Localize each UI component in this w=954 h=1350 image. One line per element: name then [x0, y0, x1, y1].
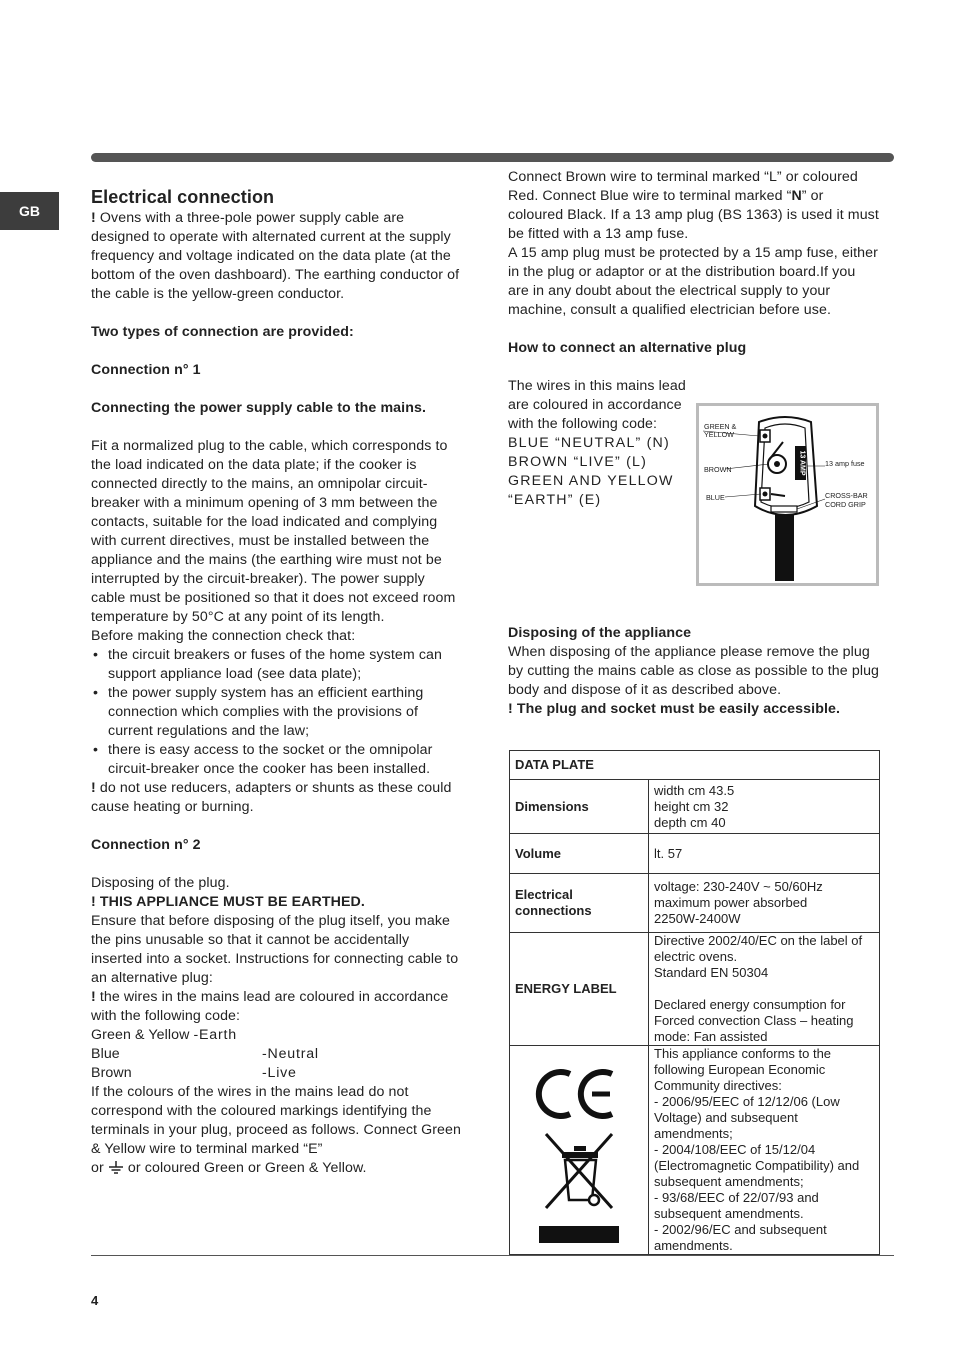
weee-bin-icon [539, 1134, 619, 1243]
energy-value: Directive 2002/40/EC on the label of electric ovens. Standard EN 50304 Declared energy consumption for Forced convection Class – heating mode: Fan assisted [649, 933, 880, 1046]
wire-code-brown: BROWN “LIVE” (L) [508, 454, 648, 470]
brown-label: BROWN [704, 465, 732, 474]
connection-1-body: Fit a normalized plug to the cable, which corresponds to the load indicated on the data plate; if the cooker is connected directly to the mains, an omnipolar circuit-breaker with a minimum opening of 3 mm between the contacts, suitable for the load indicated and complying with current directives, must be installed between the appliance and the mains (the earthing wire must not be interrupted by the circuit-breaker). The power supply cable must be positioned so that it does not exceed room temperature by 50°C at any point of its length. [91, 438, 456, 625]
disposal-heading: Disposing of the appliance [508, 625, 692, 641]
table-row [510, 1046, 880, 1255]
fuse-label: 13 amp fuse [825, 459, 865, 468]
check-list [91, 646, 463, 779]
connection-2-heading: Connection n° 2 [91, 837, 201, 853]
check-intro: Before making the connection check that: [91, 628, 356, 644]
code-row-live: Brown -Live [91, 1065, 297, 1081]
green-yellow-label-2: YELLOW [704, 430, 734, 439]
plug-accessible-note: ! The plug and socket must be easily accessible. [508, 701, 841, 717]
ce-weee-icon [534, 1048, 624, 1248]
disposing-plug-heading: Disposing of the plug. [91, 875, 230, 891]
wires-paragraph: ! the wires in the mains lead are coloured in accordance with the following code: [91, 989, 449, 1024]
fuse-text: 13 AMP [798, 450, 806, 476]
list-item: • the power supply system has an efficient earthing connection which complies with the provisions of current regulations and the law; [91, 684, 463, 741]
table-row [510, 834, 880, 874]
data-plate-header: DATA PLATE [510, 751, 880, 780]
electrical-label: Electrical connections [510, 874, 649, 933]
alternative-plug-text [508, 377, 688, 510]
compliance-text: This appliance conforms to the following European Economic Community directives: - 2006/95/EEC of 12/12/06 (Low Voltage) and subsequent amendments; - 2004/108/EEC of 15/12/04 (Electromagnetic Compatibility) and subsequent amendments; - 93/68/EEC of 22/07/93 and subsequent amendments. - 2002/96/EC and subsequent amendments. [649, 1046, 880, 1255]
page-number: 4 [91, 1293, 99, 1308]
list-item: • there is easy access to the socket or the omnipolar circuit-breaker once the cooker has been installed. [91, 741, 463, 779]
blue-label: BLUE [706, 493, 725, 502]
data-plate-table [509, 750, 880, 1255]
table-row [510, 933, 880, 1046]
code-row-neutral: Blue -Neutral [91, 1046, 319, 1062]
warning-paragraph: ! do not use reducers, adapters or shunts as these could cause heating or burning. [91, 780, 452, 815]
volume-value: lt. 57 [649, 834, 880, 874]
dimensions-value: width cm 43.5 height cm 32 depth cm 40 [649, 780, 880, 834]
colours-paragraph: If the colours of the wires in the mains lead do not correspond with the coloured markings identifying the terminals in your plug, proceed as follows. Connect Green & Yellow wire to terminal marked “E” [91, 1084, 462, 1157]
earth-symbol-icon [108, 1161, 124, 1180]
code-row-earth: Green & Yellow -Earth [91, 1027, 237, 1043]
two-types-heading: Two types of connection are provided: [91, 324, 354, 340]
compliance-marks [510, 1046, 649, 1255]
fuse-paragraph: A 15 amp plug must be protected by a 15 amp fuse, either in the plug or adaptor or at the distribution board.If you are in any doubt about the electrical supply to your machine, consult a qualified electrician before use. [508, 245, 878, 318]
cord-grip-label: CROSS-BAR [825, 491, 868, 500]
connection-1-heading: Connection n° 1 [91, 362, 201, 378]
table-row [510, 780, 880, 834]
disposal-body: When disposing of the appliance please remove the plug by cutting the mains cable as close as possible to the plug body and dispose of it as described above. [508, 644, 880, 698]
ce-mark-icon [539, 1072, 612, 1116]
dimensions-label: Dimensions [510, 780, 649, 834]
language-tab: GB [0, 192, 59, 230]
bottom-rule [91, 1255, 894, 1256]
electrical-value: voltage: 230-240V ~ 50/60Hz maximum power absorbed 2250W-2400W [649, 874, 880, 933]
disposal-section [508, 624, 880, 719]
plug-diagram [699, 406, 876, 583]
ensure-paragraph: Ensure that before disposing of the plug itself, you make the pins unusable so that it cannot be accidentally inserted into a socket. Instructions for connecting cable to an alternative plug: [91, 913, 459, 986]
top-rule [91, 153, 894, 162]
alternative-plug-body: The wires in this mains lead are coloured in accordance with the following code: [508, 378, 686, 432]
wiring-paragraph: Connect Brown wire to terminal marked “L” or coloured Red. Connect Blue wire to terminal marked “N” or coloured Black. If a 13 amp plug (BS 1363) is used it must be fitted with a 13 amp fuse. [508, 169, 879, 242]
table-row [510, 874, 880, 933]
connection-1-subheading: Connecting the power supply cable to the mains. [91, 400, 426, 416]
plug-wiring-figure [696, 403, 879, 586]
green-yellow-label: GREEN & [704, 422, 737, 431]
earth-terminal-line: or or coloured Green or Green & Yellow. [91, 1159, 463, 1180]
volume-label: Volume [510, 834, 649, 874]
intro-paragraph: ! Ovens with a three-pole power supply cable are designed to operate with alternated current at the supply frequency and voltage indicated on the data plate (at the bottom of the oven dashboard). The earthing conductor of the cable is the yellow-green conductor. [91, 210, 460, 302]
alternative-plug-heading: How to connect an alternative plug [508, 340, 747, 356]
wire-code-green: GREEN AND YELLOW “EARTH” (E) [508, 473, 674, 508]
earthed-warning: ! THIS APPLIANCE MUST BE EARTHED. [91, 894, 365, 910]
wire-code-blue: BLUE “NEUTRAL” (N) [508, 435, 670, 451]
cord-grip-label-2: CORD GRIP [825, 500, 866, 509]
list-item: • the circuit breakers or fuses of the home system can support appliance load (see data plate); [91, 646, 463, 684]
table-row [510, 751, 880, 780]
section-title: Electrical connection [91, 187, 275, 207]
left-column [91, 168, 463, 1180]
energy-label: ENERGY LABEL [510, 933, 649, 1046]
